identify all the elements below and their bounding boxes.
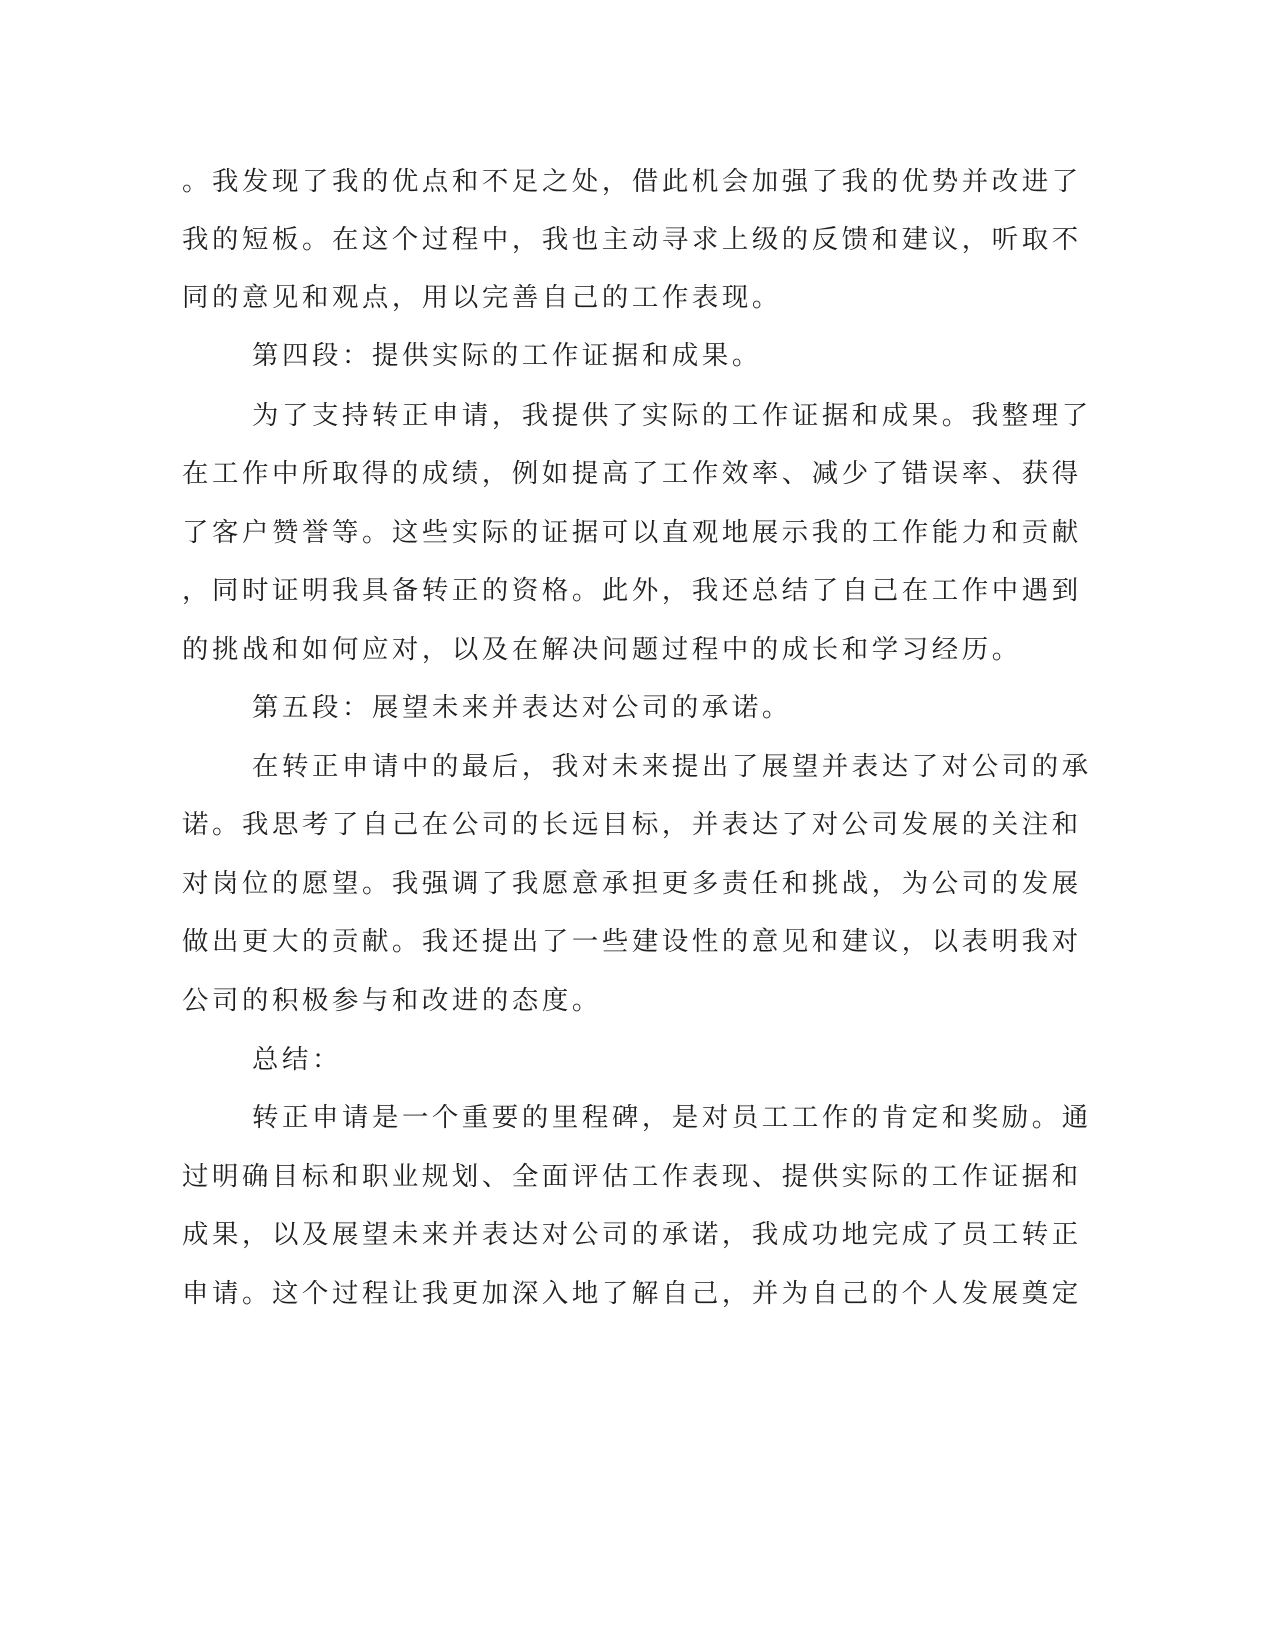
text-line: 做出更大的贡献。我还提出了一些建设性的意见和建议，以表明我对 xyxy=(182,926,1082,957)
text-line: 申请。这个过程让我更加深入地了解自己，并为自己的个人发展奠定 xyxy=(182,1278,1082,1309)
section-heading: 第五段：展望未来并表达对公司的承诺。 xyxy=(252,692,792,723)
text-line: ，同时证明我具备转正的资格。此外，我还总结了自己在工作中遇到 xyxy=(182,575,1082,606)
text-line: 我的短板。在这个过程中，我也主动寻求上级的反馈和建议，听取不 xyxy=(182,224,1082,255)
text-line: 同的意见和观点，用以完善自己的工作表现。 xyxy=(182,282,782,313)
text-line: 成果，以及展望未来并表达对公司的承诺，我成功地完成了员工转正 xyxy=(182,1219,1082,1250)
text-line: 在转正申请中的最后，我对未来提出了展望并表达了对公司的承 xyxy=(252,751,1092,782)
text-line: 转正申请是一个重要的里程碑，是对员工工作的肯定和奖励。通 xyxy=(252,1102,1092,1133)
section-heading: 第四段：提供实际的工作证据和成果。 xyxy=(252,340,762,371)
section-heading: 总结： xyxy=(252,1044,342,1075)
text-line: 诺。我思考了自己在公司的长远目标，并表达了对公司发展的关注和 xyxy=(182,809,1082,840)
text-line: 为了支持转正申请，我提供了实际的工作证据和成果。我整理了 xyxy=(252,400,1092,431)
text-line: 了客户赞誉等。这些实际的证据可以直观地展示我的工作能力和贡献 xyxy=(182,517,1082,548)
text-line: 的挑战和如何应对，以及在解决问题过程中的成长和学习经历。 xyxy=(182,634,1022,665)
text-line: 公司的积极参与和改进的态度。 xyxy=(182,985,602,1016)
text-line: 。我发现了我的优点和不足之处，借此机会加强了我的优势并改进了 xyxy=(182,166,1082,197)
text-line: 过明确目标和职业规划、全面评估工作表现、提供实际的工作证据和 xyxy=(182,1161,1082,1192)
text-line: 在工作中所取得的成绩，例如提高了工作效率、减少了错误率、获得 xyxy=(182,458,1082,489)
text-line: 对岗位的愿望。我强调了我愿意承担更多责任和挑战，为公司的发展 xyxy=(182,868,1082,899)
